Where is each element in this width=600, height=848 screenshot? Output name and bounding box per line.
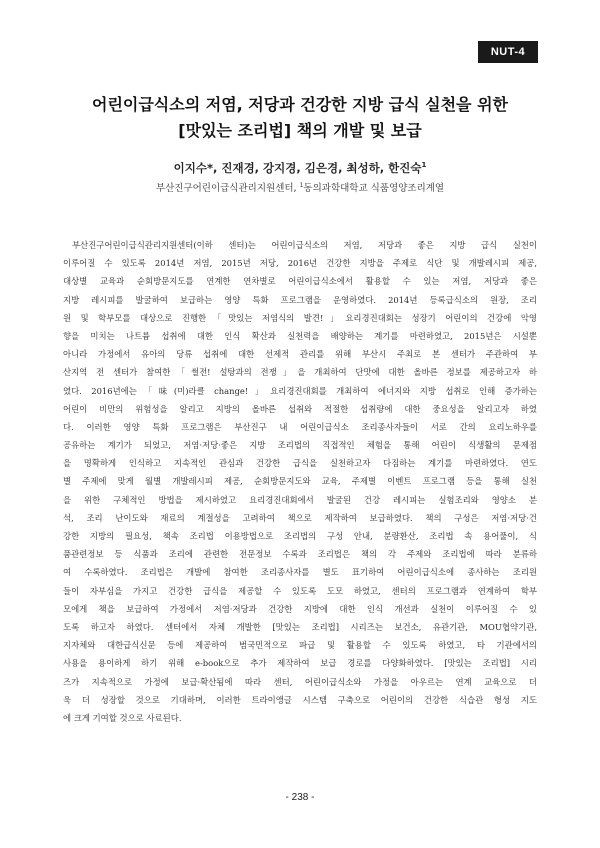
abstract-line: 이루어질 수 있도록 2014년 저염, 2015년 저당, 2016년 건강한 지방을 주제로 식단 및 개발레시피 제공, <box>63 258 537 269</box>
abstract-line: 산지역 전 센터가 참여한「썰전! 설탕과의 전쟁」을 개최하여 단맛에 대한 올바른 정보를 제공하고자 하 <box>63 367 537 378</box>
abstract-line: 즈가 지속적으로 가정에 보급·확산됨에 따라 센터, 어린이급식소와 가정을 아우르는 연계 교육으로 더 <box>63 676 537 687</box>
abstract-line: 였다. 2016년에는「味(미)라클 change!」요리경진대회를 개최하여 에너지와 지방 섭취로 인해 증가하는 <box>63 385 537 396</box>
abstract-line: 공유하는 계기가 되었고, 저염·저당·좋은 지방 조리법의 직접적인 체험을 통해 어린이 식생활의 문제점 <box>63 440 537 451</box>
abstract-line: 대상별 교육과 순회방문지도를 연계한 연차별로 어린이급식소에서 활용할 수 있는 저염, 저당과 좋은 <box>63 276 537 287</box>
author-names: 이지수*, 진재경, 강지경, 김은경, 최성하, 한진숙 <box>173 161 422 175</box>
abstract-line: 품관련정보 등 식품과 조리에 관련한 전문정보 수록과 조리법은 책의 각 주제와 조리법에 따라 분류하 <box>63 549 537 560</box>
abstract-line: 여 수록하였다. 조리법은 개발에 참여한 조리종사자를 별도 표기하여 어린이급식소에 종사하는 조리원 <box>63 567 537 578</box>
author-list <box>0 160 600 176</box>
paper-title <box>30 92 570 144</box>
abstract-line: 부산진구어린이급식관리지원센터(이하 센터)는 어린이급식소의 저염, 저당과 좋은 지방 급식 실천이 <box>72 240 537 250</box>
abstract-line: 지자체와 대한급식신문 등에 제공하여 범국민적으로 파급 및 활용할 수 있도록 하였고, 타 기관에서의 <box>63 640 537 651</box>
author-affiliation-mark: 1 <box>421 161 427 170</box>
abstract-line: 향을 미치는 나트륨 섭취에 대한 인식 확산과 실천력을 배양하는 계기를 마련하였고, 2015년은 시설뿐 <box>63 330 537 341</box>
abstract-line: 도록 하고자 하였다. 센터에서 자체 개발한 [맛있는 조리법] 시리즈는 보건소, 유관기관, MOU협약기관, <box>63 621 537 632</box>
abstract-line: 별 주제에 맞게 월별 개발레시피 제공, 순회방문지도와 교육, 주제별 이벤트 프로그램 등을 통해 실천 <box>63 476 537 487</box>
title-line-1: 어린이급식소의 저염, 저당과 건강한 지방 급식 실천을 위한 <box>91 95 508 114</box>
abstract-line: 을 명확하게 인식하고 지속적인 관심과 건강한 급식을 실천하고자 다짐하는 계기를 마련하였다. 연도 <box>63 458 537 469</box>
abstract-line: 욱 더 성장할 것으로 기대하며, 이러한 트라이앵글 시스템 구축으로 어린이의 건강한 식습관 형성 지도 <box>63 694 537 705</box>
abstract-line: 원 및 학부모를 대상으로 진행한「맛있는 저염식의 발견!」요리경진대회는 성장기 어린이의 건강에 악영 <box>63 312 537 323</box>
session-code-badge: NUT-4 <box>478 41 538 63</box>
abstract-line: 강한 지방의 필요성, 책속 조리법 이용방법으로 조리법의 구성 안내, 분량환산, 조리법 속 용어풀이, 식 <box>63 531 537 541</box>
abstract-line: 아니라 가정에서 유아의 당류 섭취에 대한 선제적 관리를 위해 부산시 주최로 본 센터가 주관하여 부 <box>63 349 537 360</box>
affiliation-secondary: 동의과학대학교 식품영양조리계열 <box>303 183 445 194</box>
abstract-line: 석, 조리 난이도와 재료의 계절성을 고려하여 책으로 제작하여 보급하였다. 책의 구성은 저염·저당·건 <box>63 512 537 523</box>
abstract-line: 지방 레시피를 발굴하여 보급하는 영양 특화 프로그램을 운영하였다. 2014년 등록급식소의 원장, 조리 <box>63 294 537 305</box>
abstract-line: 모에게 책을 보급하여 가정에서 저염·저당과 건강한 지방에 대한 인식 개선과 실천이 이루어질 수 있 <box>63 603 537 614</box>
abstract-line: 어린이 비만의 위험성을 알리고 지방의 올바른 섭취와 적절한 섭취량에 대한 중요성을 알리고자 하였 <box>63 403 537 414</box>
abstract-line: 사용을 용이하게 하기 위해 e-book으로 추가 제작하여 보급 경로를 다양화하였다. [맛있는 조리법] 시리 <box>63 658 537 669</box>
abstract-line: 을 위한 구체적인 방법을 제시하였고 요리경진대회에서 발굴된 건강 레시피는 실험조리와 영양소 분 <box>63 494 537 505</box>
page-number: - 238 - <box>285 792 315 803</box>
affiliation-line <box>0 180 600 194</box>
title-line-2: [맛있는 조리법] 책의 개발 및 보급 <box>178 121 422 140</box>
abstract-line: 에 크게 기여할 것으로 사료된다. <box>63 712 182 723</box>
abstract-body <box>63 236 537 727</box>
abstract-line: 들이 자부심을 가지고 건강한 급식을 제공할 수 있도록 도모 하였고, 센터의 프로그램과 연계하여 학부 <box>63 585 537 596</box>
abstract-line: 다. 이러한 영양 특화 프로그램은 부산진구 내 어린이급식소 조리종사자들이 서로 간의 요리노하우를 <box>63 421 537 432</box>
affiliation-mark: 1 <box>299 181 304 189</box>
affiliation-primary: 부산진구어린이급식관리지원센터, <box>155 183 300 194</box>
